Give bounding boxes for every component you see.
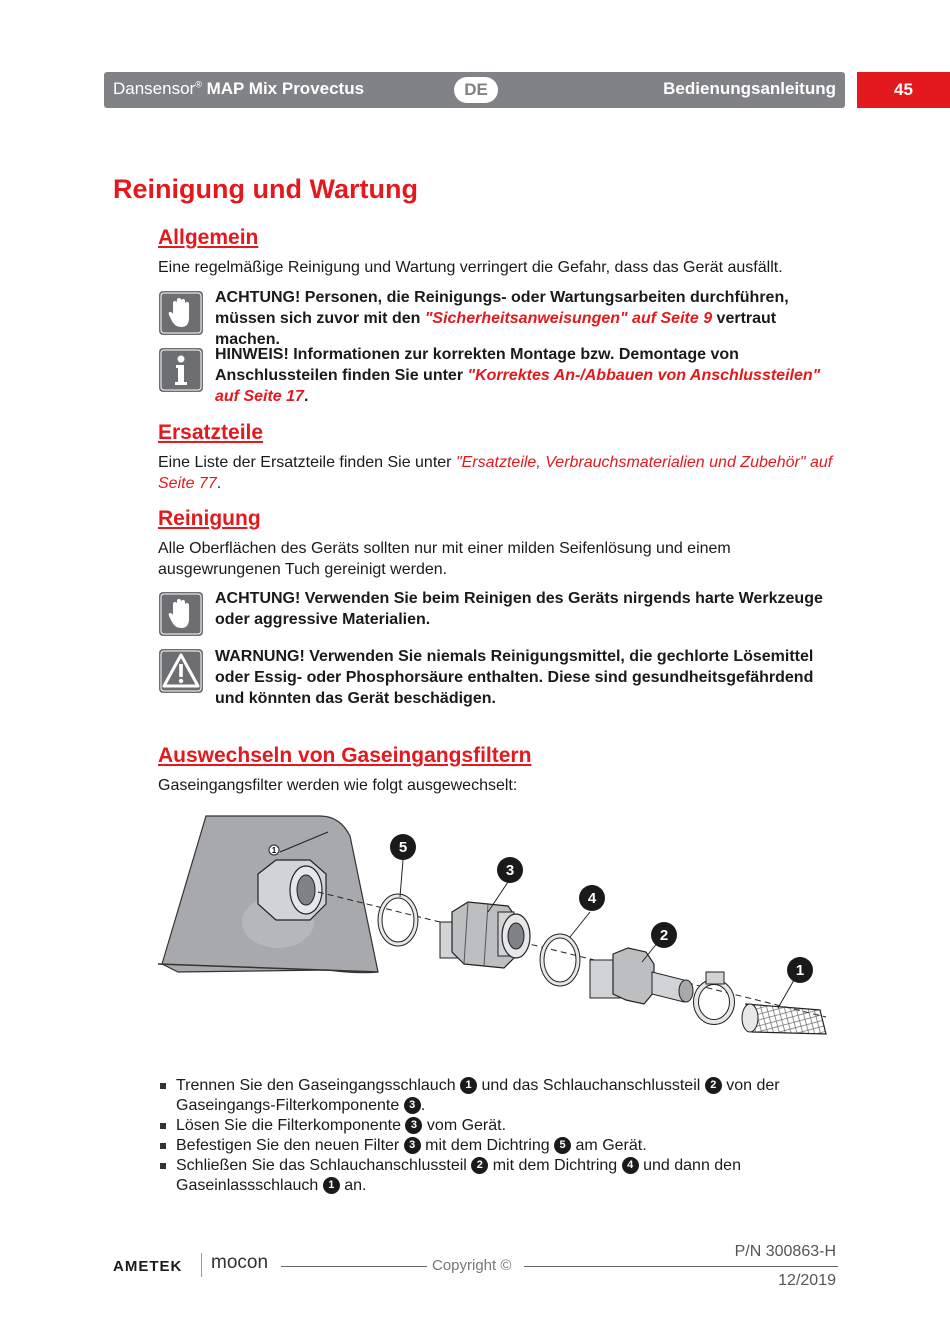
warning-triangle-icon — [158, 648, 204, 694]
reinigung-text: Alle Oberflächen des Geräts sollten nur mit einer milden Seifenlösung und einem ausgewrungenen Tuch gereinigt werden. — [158, 540, 731, 578]
number-badge: 5 — [554, 1137, 571, 1154]
seal-ring-5 — [380, 896, 416, 944]
filter-component-3 — [440, 902, 530, 968]
page-title: Reinigung und Wartung — [113, 174, 418, 204]
heading-allgemein: Allgemein — [158, 226, 259, 249]
allgemein-text: Eine regelmäßige Reinigung und Wartung verringert die Gefahr, dass das Gerät ausfällt. — [158, 259, 783, 276]
list-item: Befestigen Sie den neuen Filter 3 mit dem Dichtring 5 am Gerät. — [158, 1136, 838, 1156]
list-item: Trennen Sie den Gaseingangsschlauch 1 und das Schlauchanschlussteil 2 von der Gaseingangs-Filterkomponente 3 . — [158, 1076, 838, 1116]
link-anschlussteilen[interactable]: "Korrektes An-/Abbauen von Anschlussteilen" auf Seite 17 — [215, 367, 821, 405]
info-note: HINWEIS! Informationen zur korrekten Montage bzw. Demontage von Anschlussteilen finden Sie unter "Korrektes An-/Abbauen von Anschlussteilen" auf Seite 17. — [215, 346, 821, 405]
footer-rule-right — [524, 1266, 838, 1267]
logo-divider — [201, 1253, 202, 1277]
number-badge: 1 — [323, 1177, 340, 1194]
footer-rule-left — [281, 1266, 427, 1267]
number-badge: 2 — [471, 1157, 488, 1174]
part-number: P/N 300863-H — [734, 1243, 836, 1260]
info-icon — [158, 347, 204, 393]
ametek-logo: AMETEK — [113, 1258, 183, 1275]
stop-hand-icon — [158, 591, 204, 637]
caution-note-1: ACHTUNG! Personen, die Reinigungs- oder Wartungsarbeiten durchführen, müssen sich zuvor mit den "Sicherheitsanweisungen" auf Seite 9 vertraut machen. — [215, 289, 789, 348]
callout-3: 3 — [505, 862, 515, 879]
mocon-logo: mocon — [211, 1252, 269, 1273]
callout-2: 2 — [659, 927, 669, 944]
callout-1-small: 1 — [271, 846, 277, 855]
copyright: Copyright © — [432, 1257, 512, 1274]
callout-4: 4 — [587, 890, 597, 907]
caution-note-2: ACHTUNG! Verwenden Sie beim Reinigen des Geräts nirgends harte Werkzeuge oder aggressive Materialien. — [215, 590, 823, 628]
filter-exploded-illustration — [158, 812, 838, 1062]
language-badge: DE — [454, 77, 498, 103]
header-product: Dansensor® MAP Mix Provectus — [113, 79, 365, 98]
number-badge: 1 — [460, 1077, 477, 1094]
list-item: Schließen Sie das Schlauchanschlussteil 2 mit dem Dichtring 4 und dann den Gaseinlassschlauch 1 an. — [158, 1156, 838, 1196]
hose-1 — [742, 1004, 826, 1034]
filter-intro: Gaseingangsfilter werden wie folgt ausgewechselt: — [158, 777, 518, 794]
link-ersatzteile[interactable]: "Ersatzteile, Verbrauchsmaterialien und Zubehör" auf Seite 77 — [158, 454, 833, 492]
number-badge: 2 — [705, 1077, 722, 1094]
number-badge: 3 — [404, 1137, 421, 1154]
number-badge: 4 — [622, 1157, 639, 1174]
seal-ring-4 — [542, 936, 578, 984]
heading-ersatzteile: Ersatzteile — [158, 421, 264, 444]
device-connector — [258, 860, 326, 920]
hose-clamp — [696, 972, 732, 1022]
number-badge: 3 — [404, 1097, 421, 1114]
stop-hand-icon — [158, 290, 204, 336]
hose-connector-2 — [590, 948, 693, 1004]
doc-date: 12/2019 — [778, 1272, 836, 1289]
callout-1: 1 — [795, 962, 805, 979]
header-doc-type: Bedienungsanleitung — [663, 79, 836, 98]
heading-reinigung: Reinigung — [158, 507, 261, 530]
filter-steps-list — [158, 1076, 838, 1196]
list-item: Lösen Sie die Filterkomponente 3 vom Gerät. — [158, 1116, 838, 1136]
callout-5: 5 — [398, 839, 408, 856]
ersatzteile-text: Eine Liste der Ersatzteile finden Sie unter "Ersatzteile, Verbrauchsmaterialien und Zubehör" auf Seite 77. — [158, 454, 833, 492]
page-number: 45 — [857, 72, 950, 108]
link-sicherheitsanweisungen[interactable]: "Sicherheitsanweisungen" auf Seite 9 — [424, 310, 713, 327]
number-badge: 3 — [405, 1117, 422, 1134]
warning-note: WARNUNG! Verwenden Sie niemals Reinigungsmittel, die gechlorte Lösemittel oder Essig- oder Phosphorsäure enthalten. Diese sind gesundheitsgefährdend und könnten das Gerät beschädigen. — [215, 648, 814, 707]
heading-filter: Auswechseln von Gaseingangsfiltern — [158, 744, 532, 767]
